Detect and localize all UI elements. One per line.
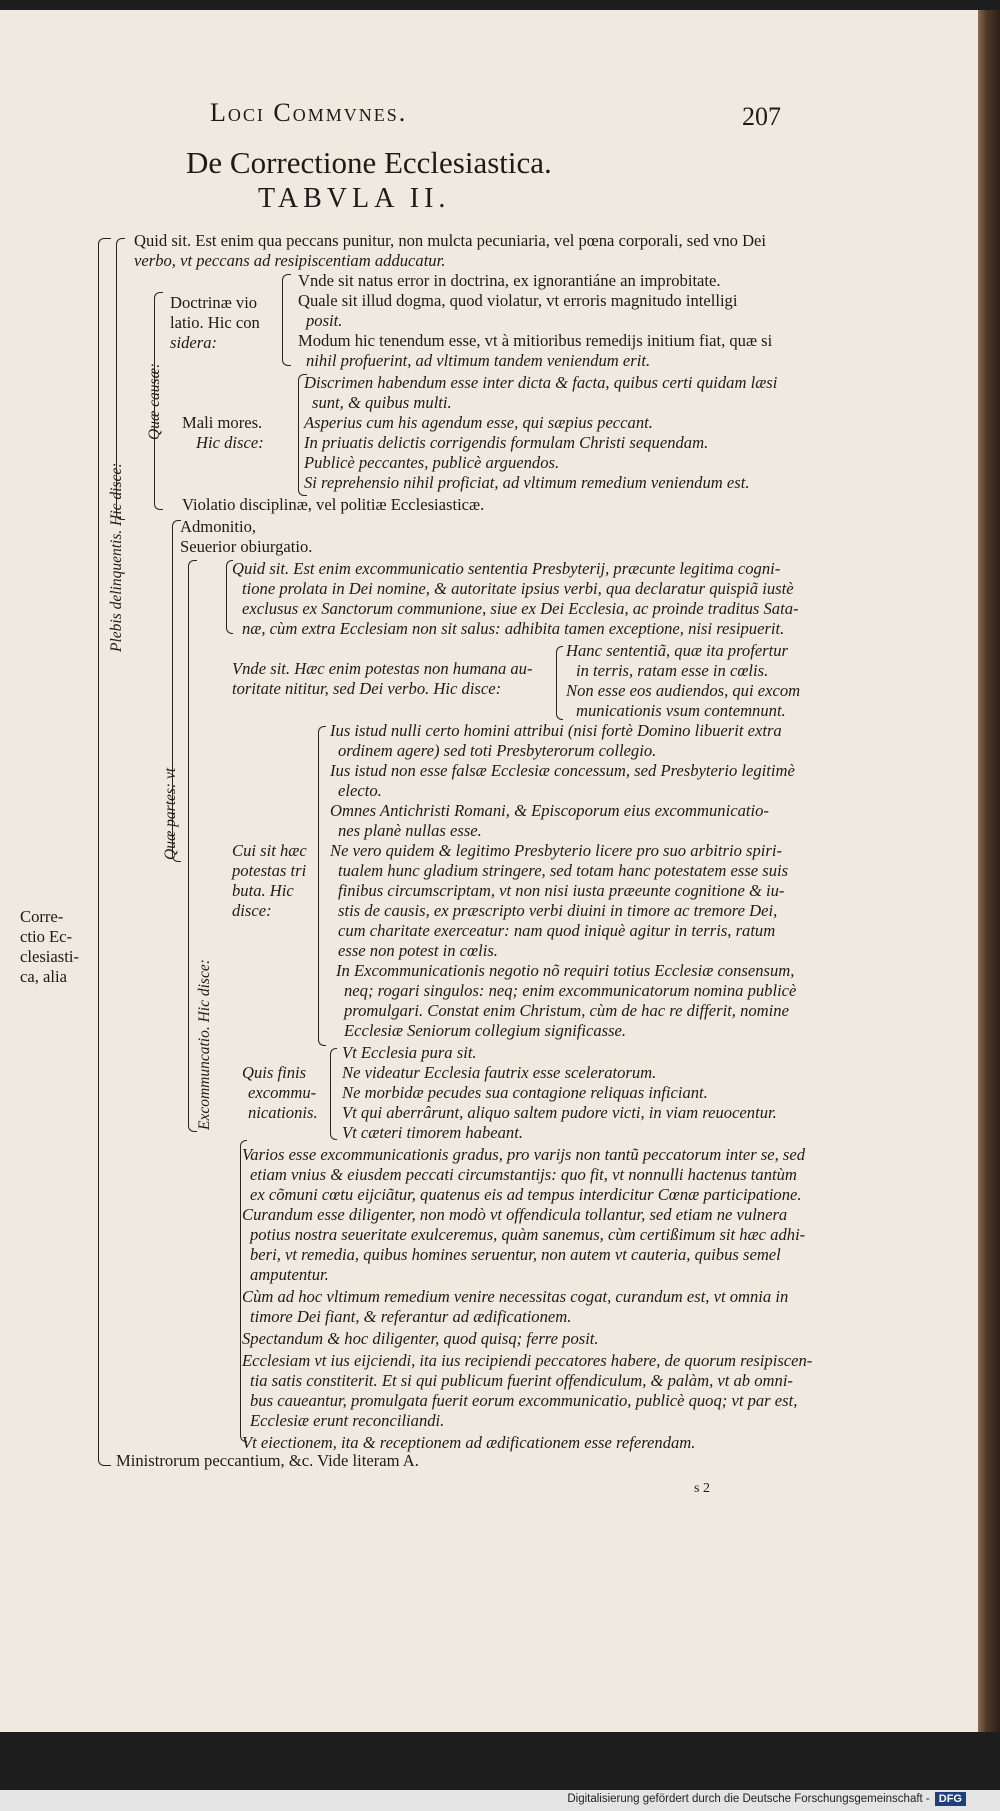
rest-6: Vt eiectionem, ita & receptionem ad ædificationem esse referendam. (242, 1433, 696, 1452)
potestas-5a: In Excommunicationis negotio nõ requiri totius Ecclesiæ consensum, (336, 961, 795, 980)
quid-excom-4: næ, cùm extra Ecclesiam non sit salus: adhibita tamen exceptione, nisi resipuerit. (242, 619, 785, 638)
hanc-1: Hanc sententiã, quæ ita profertur (566, 641, 789, 660)
bracket-root (98, 238, 111, 1466)
doct-label-1: Doctrinæ vio (170, 293, 258, 312)
doct-item-2a: Quale sit illud dogma, quod violatur, vt erroris magnitudo intelligi (298, 291, 738, 310)
root-label-2: ctio Ec- (20, 927, 73, 946)
potestas-4b: tualem hunc gladium stringere, sed totam hanc potestatem esse suis (338, 861, 789, 880)
end-3: Ne morbidæ pecudes sua contagione reliquas inficiant. (342, 1083, 708, 1102)
rest-4: Spectandum & hoc diligenter, quod quisq; ferre posit. (242, 1329, 599, 1348)
mali-item-5: Si reprehensio nihil proficiat, ad vltimum remedium veniendum est. (304, 473, 750, 492)
doct-label-3: sidera: (170, 333, 218, 352)
hanc-3: Non esse eos audiendos, qui excom (566, 681, 801, 700)
potestas-4a: Ne vero quidem & legitimo Presbyterio licere pro suo arbitrio spiri- (330, 841, 782, 860)
quid-excom-1: Quid sit. Est enim excommunicatio sententia Presbyterij, præcunte legitima cogni- (232, 559, 781, 578)
rest-5b: tia satis constiterit. Et si qui publicum fuerint offendiculum, & palàm, vt ab omni- (250, 1371, 793, 1390)
root-label-3: clesiasti- (20, 947, 79, 966)
mali-item-3: In priuatis delictis corrigendis formulam Christi sequendam. (304, 433, 709, 452)
potestas-3a: Omnes Antichristi Romani, & Episcoporum eius excommunicatio- (330, 801, 769, 820)
seuerior: Seuerior obiurgatio. (180, 537, 313, 556)
quae-partes-label: Quæ partes: vt (162, 767, 179, 860)
potestas-1a: Ius istud nulli certo homini attribui (nisi fortè Domino libuerit extra (330, 721, 782, 740)
potestas-4d: stis de causis, ex præscripto verbi diuini in timore ac tremore Dei, (338, 901, 778, 920)
rest-3a: Cùm ad hoc vltimum remedium venire necessitas cogat, curandum est, vt omnia in (242, 1287, 789, 1306)
bracket-doctrina (282, 274, 291, 366)
end-1: Vt Ecclesia pura sit. (342, 1043, 477, 1062)
quae-causae-label: Quæ causæ: (146, 362, 163, 440)
quid-line-2: verbo, vt peccans ad resipiscentiam adducatur. (134, 251, 446, 270)
doct-item-3a: Modum hic tenendum esse, vt à mitioribus remedijs initium fiat, quæ si (298, 331, 773, 350)
hanc-4: municationis vsum contemnunt. (576, 701, 786, 720)
bracket-cui (318, 726, 326, 1046)
rest-3b: timore Dei fiant, & referantur ad ædificationem. (250, 1307, 572, 1326)
potestas-3b: nes planè nullas esse. (338, 821, 482, 840)
mali-item-2: Asperius cum his agendum esse, qui sæpius peccant. (304, 413, 653, 432)
mali-item-4: Publicè peccantes, publicè arguendos. (304, 453, 560, 472)
potestas-5b: neq; rogari singulos: neq; enim excommunicatorum nomina publicè (344, 981, 797, 1000)
potestas-5c: promulgari. Constat enim Christum, cùm de hac re differit, nomine (344, 1001, 789, 1020)
finis-1: Quis finis (242, 1063, 307, 1082)
potestas-4c: finibus circumscriptam, vt non nisi iusta præeunte cognitione & iu- (338, 881, 785, 900)
main-title: De Correctione Ecclesiastica. (186, 145, 552, 180)
violatio-line: Violatio disciplinæ, vel politiæ Ecclesiasticæ. (182, 495, 485, 514)
admonitio: Admonitio, (180, 517, 257, 536)
excom-label: Excommuncatio. Hic disce: (196, 959, 213, 1130)
quid-excom-2: tione prolata in Dei nomine, & autoritate ipsius verbi, qua declaratur quispiã iustè (242, 579, 794, 598)
ministrorum-line: Ministrorum peccantium, &c. Vide literam A. (116, 1451, 419, 1470)
end-2: Ne videatur Ecclesia fautrix esse sceleratorum. (342, 1063, 657, 1082)
end-4: Vt qui aberrârunt, aliquo saltem pudore victi, in viam reuocentur. (342, 1103, 777, 1122)
finis-2: excommu- (248, 1083, 317, 1102)
vnde-2: toritate nititur, sed Dei verbo. Hic disce: (232, 679, 502, 698)
dfg-logo: DFG (935, 1792, 966, 1806)
digitization-footer (567, 1792, 966, 1806)
rest-5a: Ecclesiam vt ius eijciendi, ita ius recipiendi peccatores habere, de quorum resipiscen- (242, 1351, 813, 1370)
rest-5c: bus caueantur, promulgata fuerit eorum excommunicatio, publicè quoq; vt par est, (250, 1391, 798, 1410)
rest-1c: ex cõmuni cœtu eijciãtur, quatenus eis ad tempus interdicitur Cœnæ participatione. (250, 1185, 802, 1204)
cui-4: disce: (232, 901, 272, 920)
quid-excom-3: exclusus ex Sanctorum communione, siue ex Dei Ecclesia, ac proinde traditus Sata- (242, 599, 799, 618)
potestas-2b: electo. (338, 781, 382, 800)
doct-item-1: Vnde sit natus error in doctrina, ex ignorantiáne an improbitate. (298, 271, 721, 290)
doct-item-2b: posit. (306, 311, 343, 330)
cui-1: Cui sit hæc (232, 841, 307, 860)
mali-item-1b: sunt, & quibus multi. (312, 393, 452, 412)
table-title: TABVLA II. (258, 183, 451, 214)
book-edge (978, 10, 1000, 1732)
root-label-4: ca, alia (20, 967, 67, 986)
signature-mark: s 2 (694, 1481, 710, 1496)
rest-2d: amputentur. (250, 1265, 329, 1284)
end-5: Vt cæteri timorem habeant. (342, 1123, 523, 1142)
potestas-1b: ordinem agere) sed toti Presbyterorum collegio. (338, 741, 657, 760)
footer-text: Digitalisierung gefördert durch die Deutsche Forschungsgemeinschaft - (567, 1793, 930, 1805)
doct-item-3b: nihil profuerint, ad vltimum tandem veniendum erit. (306, 351, 651, 370)
potestas-4f: esse non potest in cœlis. (338, 941, 498, 960)
quid-line-1: Quid sit. Est enim qua peccans punitur, non mulcta pecuniaria, vel pœna corporali, sed vno Dei (134, 231, 767, 250)
rest-1b: etiam vnius & eiusdem peccati circumstantijs: quo fit, vt nonnulli hactenus tantùm (250, 1165, 797, 1184)
vnde-1: Vnde sit. Hæc enim potestas non humana au- (232, 659, 533, 678)
bracket-hanc (556, 646, 563, 720)
mali-label-2: Hic disce: (196, 433, 264, 452)
mali-item-1a: Discrimen habendum esse inter dicta & facta, quibus certi quidam læsi (304, 373, 778, 392)
potestas-5d: Ecclesiæ Seniorum collegium significasse. (344, 1021, 627, 1040)
potestas-4e: cum charitate exerceatur: nam quod iniquè agitur in terris, ratum (338, 921, 776, 940)
rest-2c: beri, vt remedia, quibus homines seruentur, non autem vt cauteria, quibus semel (250, 1245, 781, 1264)
rest-5d: Ecclesiæ erunt reconciliandi. (250, 1411, 445, 1430)
potestas-2a: Ius istud non esse falsæ Ecclesiæ concessum, sed Presbyterio legitimè (330, 761, 795, 780)
root-label-1: Corre- (20, 907, 64, 926)
hanc-2: in terris, ratam esse in cœlis. (576, 661, 769, 680)
page-number: 207 (742, 102, 781, 131)
cui-3: buta. Hic (232, 881, 294, 900)
bracket-finis (330, 1048, 337, 1140)
cui-2: potestas tri (232, 861, 307, 880)
rest-1a: Varios esse excommunicationis gradus, pro varijs non tantũ peccatorum inter se, sed (242, 1145, 806, 1164)
finis-3: nicationis. (248, 1103, 318, 1122)
plebis-label: Plebis delinquentis. Hic disce: (108, 462, 125, 652)
rest-2b: potius nostra seueritate exulceremus, quàm sanemus, cùm certißimum sit hæc adhi- (250, 1225, 806, 1244)
rest-2a: Curandum esse diligenter, non modò vt offendicula tollantur, sed etiam ne vulnera (242, 1205, 788, 1224)
doct-label-2: latio. Hic con (170, 313, 260, 332)
running-title: Loci Commvnes. (210, 98, 408, 127)
mali-label-1: Mali mores. (182, 413, 263, 432)
